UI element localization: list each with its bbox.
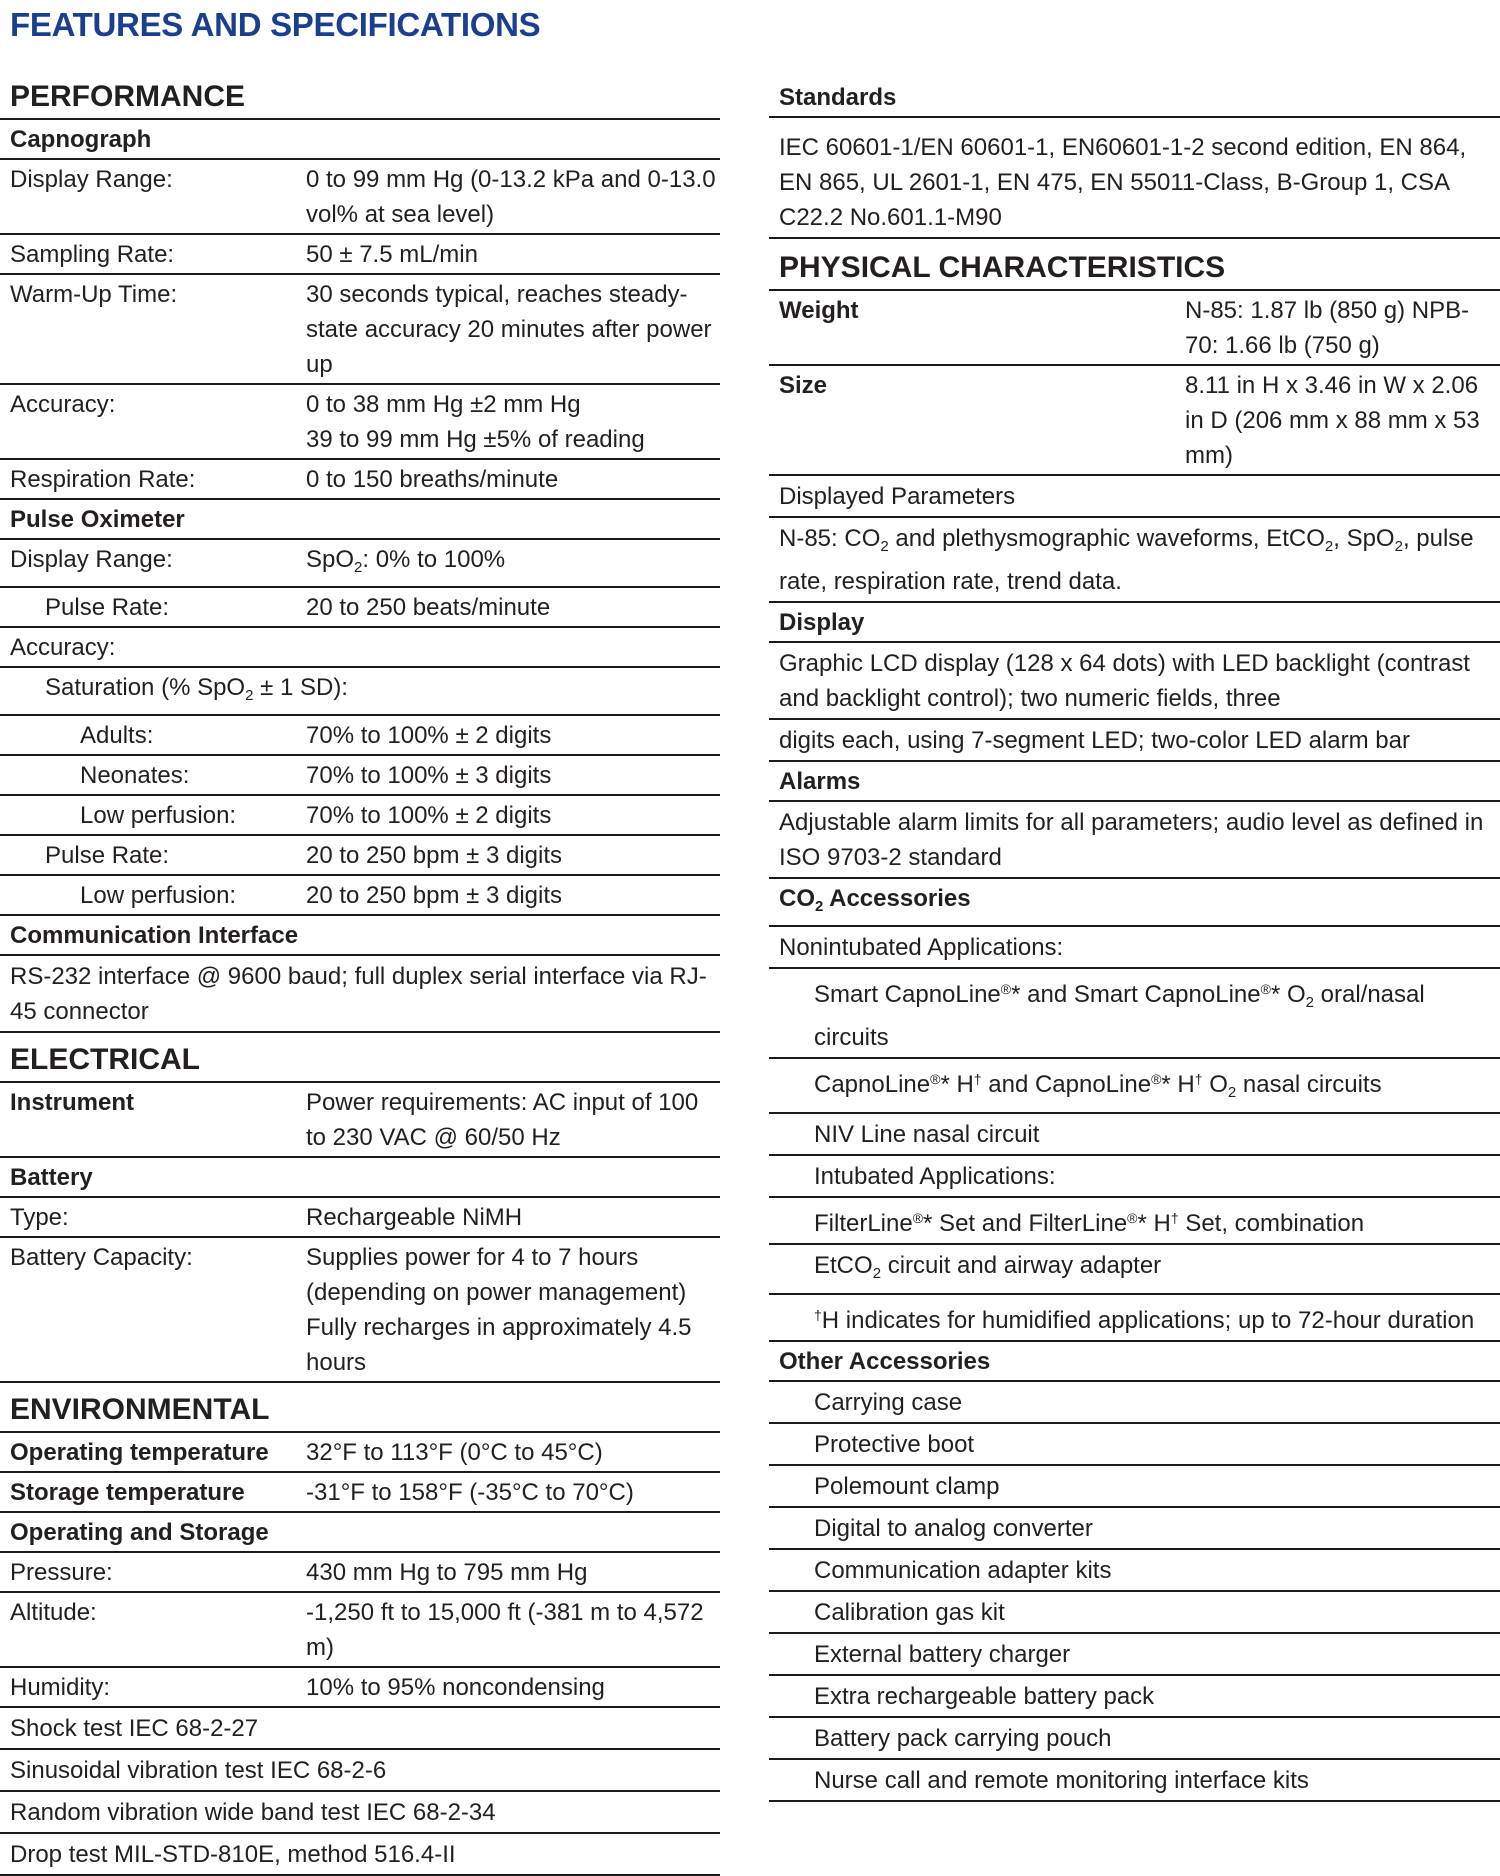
spec-row: [0, 275, 720, 385]
spec-row: [0, 385, 720, 460]
superscript: ®: [1260, 981, 1271, 997]
spec-row: [0, 588, 720, 628]
spec-row: [0, 1593, 720, 1668]
spec-value: 0 to 99 mm Hg (0-13.2 kPa and 0-13.0 vol% at sea level): [306, 166, 716, 228]
subscript: 2: [1324, 538, 1334, 555]
spec-value-line: 39 to 99 mm Hg ±5% of reading: [306, 426, 645, 453]
list-item: Carrying case: [769, 1382, 1500, 1424]
text-part: and plethysmographic waveforms, EtCO: [888, 525, 1325, 552]
list-item: Calibration gas kit: [769, 1592, 1500, 1634]
spec-value: [306, 387, 720, 457]
spec-label: Adults:: [80, 722, 154, 749]
text-part: oral/nasal circuits: [814, 981, 1425, 1051]
spec-row: [0, 1668, 720, 1708]
list-item: Intubated Applications:: [769, 1156, 1500, 1198]
spec-value: N-85: 1.87 lb (850 g) NPB-70: 1.66 lb (750 g): [1185, 297, 1470, 359]
text-part: * and Smart CapnoLine: [1011, 981, 1261, 1008]
spec-value: 32°F to 113°F (0°C to 45°C): [306, 1439, 603, 1466]
spec-row: [0, 235, 720, 275]
spec-label: Respiration Rate:: [10, 466, 196, 493]
spec-row: [0, 796, 720, 836]
superscript: †: [1170, 1210, 1179, 1226]
subheading-pulse-oximeter: [0, 500, 720, 540]
spec-value: 20 to 250 beats/minute: [306, 594, 551, 621]
text-part: * H: [1161, 1071, 1195, 1098]
spec-label: Operating temperature: [10, 1439, 269, 1466]
subheading-label: Pulse Oximeter: [10, 506, 185, 533]
text-part: , SpO: [1333, 525, 1395, 552]
section-heading-physical: PHYSICAL CHARACTERISTICS: [769, 239, 1500, 291]
list-item: Battery pack carrying pouch: [769, 1718, 1500, 1760]
subheading-other-accessories: [769, 1342, 1500, 1382]
spec-row: [0, 1198, 720, 1238]
spec-row: [0, 1553, 720, 1593]
superscript: ®: [912, 1210, 924, 1226]
subheading-capnograph: [0, 120, 720, 160]
spec-label: Battery Capacity:: [10, 1244, 193, 1271]
spec-value-line: 0 to 38 mm Hg ±2 mm Hg: [306, 391, 581, 418]
spec-label: Storage temperature: [10, 1479, 245, 1506]
spec-label: Pulse Rate:: [45, 594, 170, 621]
spec-row: [0, 1433, 720, 1473]
spec-label: Display Range:: [10, 166, 173, 193]
list-item: NIV Line nasal circuit: [769, 1114, 1500, 1156]
text-part: O: [1202, 1071, 1228, 1098]
superscript: †: [973, 1071, 982, 1087]
superscript: ®: [930, 1071, 941, 1087]
spec-value: 20 to 250 bpm ± 3 digits: [306, 882, 562, 909]
spec-value: 430 mm Hg to 795 mm Hg: [306, 1559, 588, 1586]
subheading-operating-storage: [0, 1513, 720, 1553]
spec-label: Sampling Rate:: [10, 241, 175, 268]
list-item: Protective boot: [769, 1424, 1500, 1466]
subheading-standards: [769, 78, 1500, 118]
spec-row: [0, 836, 720, 876]
page-title: FEATURES AND SPECIFICATIONS: [10, 6, 541, 43]
spec-label: Weight: [779, 297, 859, 324]
subscript: 2: [872, 1265, 882, 1282]
spec-text: Sinusoidal vibration test IEC 68-2-6: [0, 1750, 720, 1792]
subheading-communication-interface: [0, 916, 720, 956]
list-item: Nurse call and remote monitoring interface kits: [769, 1760, 1500, 1802]
subscript: 2: [880, 538, 889, 555]
spec-row: [0, 668, 720, 716]
spec-label: Warm-Up Time:: [10, 281, 178, 308]
spec-row: [0, 1473, 720, 1513]
spec-label: Instrument: [10, 1089, 135, 1116]
text-part: CapnoLine: [814, 1071, 931, 1098]
subheading-label: [769, 881, 1500, 924]
text-part: SpO: [306, 546, 355, 573]
spec-text: Random vibration wide band test IEC 68-2-34: [0, 1792, 720, 1834]
spec-value: 50 ± 7.5 mL/min: [306, 241, 478, 268]
subscript: 2: [1227, 1084, 1237, 1101]
subheading-label: Other Accessories: [779, 1348, 991, 1375]
spec-value: [306, 1240, 720, 1380]
spec-label: Pressure:: [10, 1559, 113, 1586]
spec-value: 70% to 100% ± 3 digits: [306, 762, 552, 789]
spec-value: 8.11 in H x 3.46 in W x 2.06 in D (206 mm x 88 mm x 53 mm): [1185, 372, 1480, 469]
spec-row: [0, 460, 720, 500]
text-part: ± 1 SD):: [253, 674, 348, 701]
list-item: [769, 1059, 1500, 1114]
list-item: Extra rechargeable battery pack: [769, 1676, 1500, 1718]
list-item: [769, 1295, 1500, 1342]
subscript: 2: [1394, 538, 1403, 555]
spec-value-line: Fully recharges in approximately 4.5 hours: [306, 1314, 692, 1376]
subheading-label: Standards: [779, 84, 897, 111]
spec-row: [0, 1083, 720, 1158]
subheading-label: Communication Interface: [10, 922, 299, 949]
subheading-label: Capnograph: [10, 126, 152, 153]
subheading-label: Battery: [10, 1164, 93, 1191]
spec-label: Display Range:: [10, 546, 173, 573]
spec-text: Nonintubated Applications:: [769, 927, 1500, 969]
spec-text: IEC 60601-1/EN 60601-1, EN60601-1-2 second edition, EN 864, EN 865, UL 2601-1, EN 475, EN 55011-Class, B-Group 1, CSA C22.2 No.601.1-M90: [769, 118, 1500, 239]
text-part: CO: [779, 885, 815, 912]
list-item: [769, 1245, 1500, 1295]
spec-label: Altitude:: [10, 1599, 97, 1626]
text-part: * Set and FilterLine: [923, 1210, 1128, 1237]
spec-value: 70% to 100% ± 2 digits: [306, 802, 552, 829]
text-part: Smart CapnoLine: [814, 981, 1001, 1008]
spec-value: 70% to 100% ± 2 digits: [306, 722, 552, 749]
subscript: 2: [1305, 994, 1314, 1011]
superscript: †: [814, 1307, 822, 1323]
text-part: H indicates for humidified applications; up to 72-hour duration: [821, 1307, 1475, 1334]
list-item: Polemount clamp: [769, 1466, 1500, 1508]
spec-value: -31°F to 158°F (-35°C to 70°C): [306, 1479, 634, 1506]
spec-row: [0, 1238, 720, 1383]
spec-row: [0, 628, 720, 668]
text-part: * H: [1137, 1210, 1171, 1237]
spec-row: [0, 160, 720, 235]
spec-text: Drop test MIL-STD-810E, method 516.4-II: [0, 1834, 720, 1876]
spec-row: [769, 366, 1500, 476]
spec-text: Graphic LCD display (128 x 64 dots) with LED backlight (contrast and backlight control); two numeric fields, three: [769, 643, 1500, 720]
spec-text: Displayed Parameters: [769, 476, 1500, 518]
superscript: ®: [1127, 1210, 1138, 1226]
spec-value-line: Supplies power for 4 to 7 hours (depending on power management): [306, 1244, 687, 1306]
subheading-label: Alarms: [779, 768, 861, 795]
list-item: External battery charger: [769, 1634, 1500, 1676]
text-part: Saturation (% SpO: [45, 674, 246, 701]
spec-label: Low perfusion:: [80, 802, 237, 829]
section-heading-environmental: ENVIRONMENTAL: [0, 1383, 720, 1433]
superscript: ®: [1000, 981, 1012, 997]
text-part: EtCO: [814, 1252, 873, 1279]
spec-value: [306, 542, 720, 585]
text-part: N-85: CO: [779, 525, 881, 552]
spec-text: digits each, using 7-segment LED; two-color LED alarm bar: [769, 720, 1500, 762]
spec-label: Neonates:: [80, 762, 190, 789]
text-part: * O: [1270, 981, 1306, 1008]
subheading-battery: [0, 1158, 720, 1198]
text-part: Set, combination: [1178, 1210, 1365, 1237]
spec-value: Power requirements: AC input of 100 to 230 VAC @ 60/50 Hz: [306, 1089, 699, 1151]
list-item: [769, 1198, 1500, 1245]
spec-label: Size: [779, 372, 828, 399]
spec-text: Adjustable alarm limits for all parameters; audio level as defined in ISO 9703-2 standard: [769, 802, 1500, 879]
spec-text: RS-232 interface @ 9600 baud; full duplex serial interface via RJ-45 connector: [0, 956, 720, 1033]
text-part: , pulse rate, respiration rate, trend data.: [779, 525, 1474, 595]
text-part: FilterLine: [814, 1210, 913, 1237]
text-part: : 0% to 100%: [362, 546, 506, 573]
spec-label: Accuracy:: [10, 391, 116, 418]
spec-value: -1,250 ft to 15,000 ft (-381 m to 4,572 m): [306, 1599, 704, 1661]
text-part: nasal circuits: [1236, 1071, 1382, 1098]
subheading-label: Display: [779, 609, 865, 636]
left-column: [0, 78, 720, 1876]
list-item: Digital to analog converter: [769, 1508, 1500, 1550]
spec-label: Humidity:: [10, 1674, 111, 1701]
spec-row: [0, 756, 720, 796]
spec-text: Shock test IEC 68-2-27: [0, 1708, 720, 1750]
spec-label: Pulse Rate:: [45, 842, 170, 869]
subheading-alarms: [769, 762, 1500, 802]
spec-row: [0, 876, 720, 916]
spec-value: 30 seconds typical, reaches steady-state accuracy 20 minutes after power up: [306, 281, 712, 378]
subheading-label: Operating and Storage: [10, 1519, 269, 1546]
spec-row: [0, 540, 720, 588]
subscript: 2: [354, 559, 363, 576]
spec-label: Accuracy:: [10, 634, 116, 661]
subscript: 2: [245, 687, 254, 704]
section-heading-electrical: ELECTRICAL: [0, 1033, 720, 1083]
right-column: [769, 78, 1500, 1802]
text-part: circuit and airway adapter: [881, 1252, 1162, 1279]
subheading-display: [769, 603, 1500, 643]
list-item: Communication adapter kits: [769, 1550, 1500, 1592]
text-part: and CapnoLine: [981, 1071, 1152, 1098]
text-part: Accessories: [823, 885, 971, 912]
list-item: [769, 969, 1500, 1059]
spec-label: [0, 670, 720, 713]
spec-label: Type:: [10, 1204, 69, 1231]
spec-row: [0, 716, 720, 756]
subscript: 2: [815, 898, 824, 915]
spec-label: Low perfusion:: [80, 882, 237, 909]
superscript: ®: [1151, 1071, 1162, 1087]
spec-value: 10% to 95% noncondensing: [306, 1674, 605, 1701]
subheading-co2-accessories: [769, 879, 1500, 927]
spec-text: [769, 518, 1500, 603]
text-part: * H: [940, 1071, 974, 1098]
section-heading-performance: PERFORMANCE: [0, 78, 720, 120]
superscript: †: [1194, 1071, 1203, 1087]
spec-row: [769, 291, 1500, 366]
spec-value: 0 to 150 breaths/minute: [306, 466, 559, 493]
spec-value: 20 to 250 bpm ± 3 digits: [306, 842, 562, 869]
spec-value: Rechargeable NiMH: [306, 1204, 523, 1231]
